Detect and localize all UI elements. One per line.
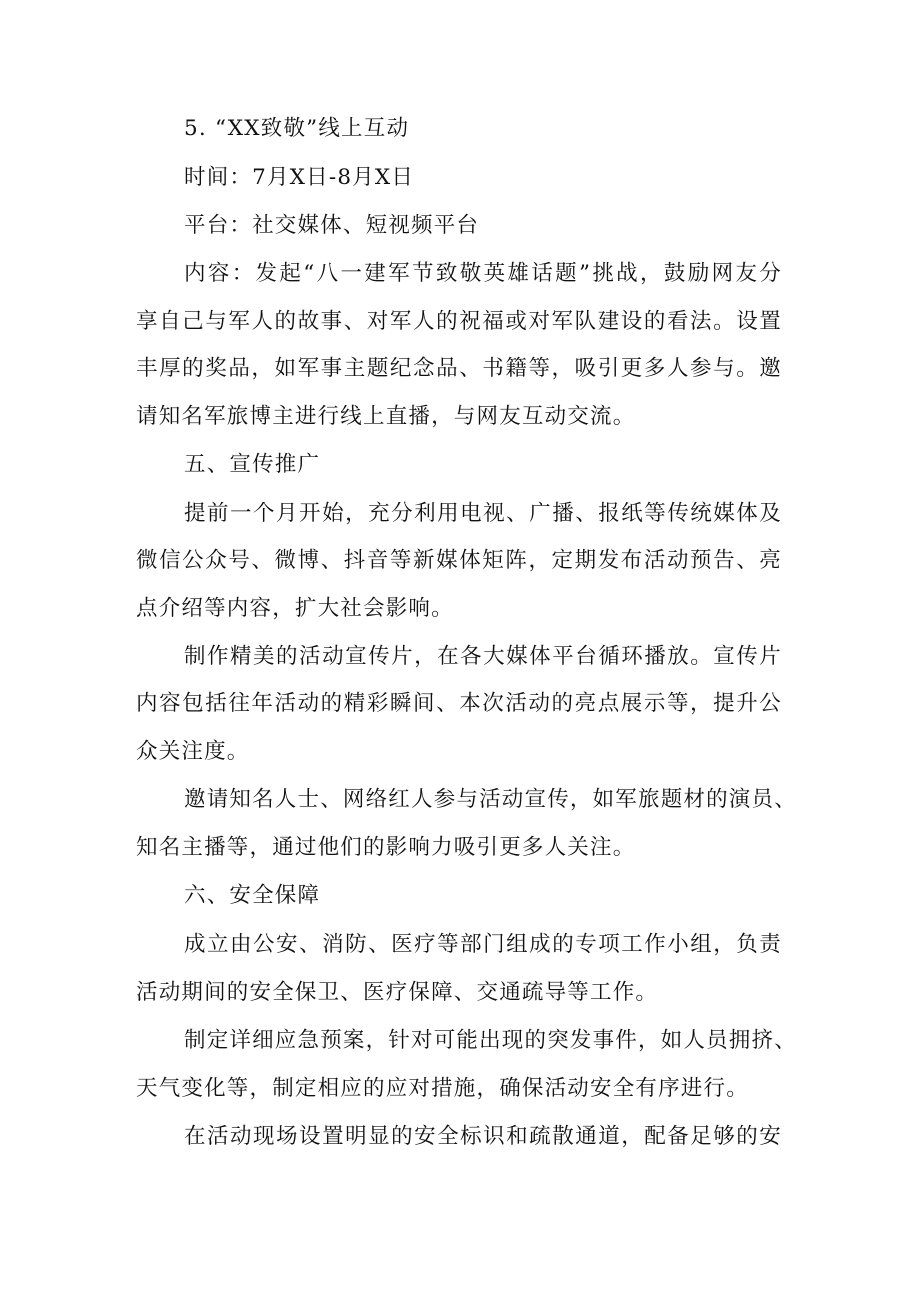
paragraph-line: 制定详细应急预案，针对可能出现的突发事件，如人员拥挤、	[184, 1028, 797, 1053]
paragraph-line: 制作精美的活动宣传片，在各大媒体平台循环播放。宣传片	[184, 644, 782, 669]
paragraph-line: 众关注度。	[136, 739, 250, 764]
paragraph-line: 内容：发起“八一建军节致敬英雄话题”挑战，鼓励网友分	[184, 261, 782, 286]
paragraph-line: 请知名军旅博主进行线上直播，与网友互动交流。	[136, 404, 636, 429]
paragraph-line: 内容包括往年活动的精彩瞬间、本次活动的亮点展示等，提升公	[136, 691, 782, 716]
paragraph-line: 知名主播等，通过他们的影响力吸引更多人关注。	[136, 835, 636, 860]
paragraph-line: 点介绍等内容，扩大社会影响。	[136, 596, 454, 621]
paragraph-line: 邀请知名人士、网络红人参与活动宣传，如军旅题材的演员、	[184, 787, 797, 812]
paragraph-line: 成立由公安、消防、医疗等部门组成的专项工作小组，负责	[184, 932, 782, 957]
paragraph-line: 天气变化等，制定相应的应对措施，确保活动安全有序进行。	[136, 1076, 749, 1101]
paragraph-line: 平台：社交媒体、短视频平台	[184, 213, 480, 238]
section-heading: 六、安全保障	[184, 883, 321, 908]
paragraph-line: 提前一个月开始，充分利用电视、广播、报纸等传统媒体及	[184, 501, 782, 526]
paragraph-line: 丰厚的奖品，如军事主题纪念品、书籍等，吸引更多人参与。邀	[136, 356, 782, 381]
paragraph-line: 时间：7月X日-8月X日	[184, 165, 415, 190]
section-heading: 五、宣传推广	[184, 452, 321, 477]
paragraph-line: 享自己与军人的故事、对军人的祝福或对军队建设的看法。设置	[136, 309, 782, 334]
paragraph-line: 在活动现场设置明显的安全标识和疏散通道，配备足够的安	[184, 1124, 782, 1149]
paragraph-line: 微信公众号、微博、抖音等新媒体矩阵，定期发布活动预告、亮	[136, 548, 782, 573]
paragraph-line: 活动期间的安全保卫、医疗保障、交通疏导等工作。	[136, 980, 659, 1005]
subsection-heading: 5. “XX致敬”线上互动	[184, 116, 410, 141]
